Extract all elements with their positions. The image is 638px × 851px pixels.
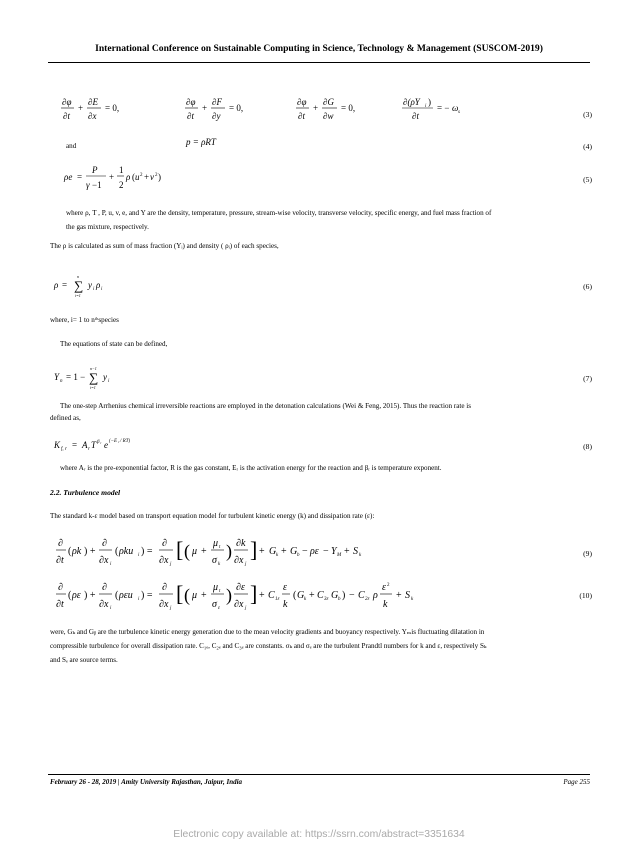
svg-text:+: + xyxy=(201,546,207,557)
svg-text:ε: ε xyxy=(283,582,287,593)
svg-text:i: i xyxy=(138,597,140,602)
svg-text:i: i xyxy=(138,553,140,558)
svg-text:ρ: ρ xyxy=(96,280,101,290)
svg-text:j: j xyxy=(170,606,172,611)
svg-text:∂: ∂ xyxy=(162,582,167,593)
svg-text:i=1: i=1 xyxy=(75,293,81,298)
svg-text:C: C xyxy=(317,590,324,601)
svg-text:(: ( xyxy=(184,541,190,561)
svg-text:(: ( xyxy=(184,585,190,605)
svg-text:∂G: ∂G xyxy=(323,97,334,107)
svg-text:∂t: ∂t xyxy=(56,599,64,610)
svg-text:S: S xyxy=(405,590,410,601)
svg-text:r: r xyxy=(100,441,102,445)
svg-text:ρku: ρku xyxy=(119,546,134,557)
svg-text:ε: ε xyxy=(382,582,386,593)
svg-text:r: r xyxy=(88,447,90,452)
svg-text:= 0,: = 0, xyxy=(229,103,244,113)
svg-text:Y: Y xyxy=(54,372,60,382)
arrhenius-text-cont: defined as, xyxy=(50,414,81,422)
svg-text:ρ: ρ xyxy=(373,590,378,601)
turbulence-terms-description-end: and Sₑ are source terms. xyxy=(50,656,118,664)
svg-text:/ RT): / RT) xyxy=(120,439,131,444)
svg-text:[: [ xyxy=(176,581,184,606)
svg-text:∂t: ∂t xyxy=(63,111,70,121)
header-rule xyxy=(48,62,590,63)
svg-text:i: i xyxy=(110,606,112,611)
svg-text:t: t xyxy=(219,589,221,594)
svg-text:S: S xyxy=(353,546,358,557)
svg-text:(: ( xyxy=(115,590,119,601)
svg-text:): ) xyxy=(158,172,161,182)
svg-text:(: ( xyxy=(115,546,119,557)
svg-text:ρεu: ρεu xyxy=(119,590,133,601)
svg-text:∂φ: ∂φ xyxy=(62,97,72,107)
svg-text:∂t: ∂t xyxy=(298,111,305,121)
svg-text:n−1: n−1 xyxy=(90,366,97,371)
svg-text:K: K xyxy=(54,440,61,450)
svg-text:2: 2 xyxy=(155,173,158,178)
svg-text:b: b xyxy=(338,597,341,602)
k-epsilon-intro: The standard k-ε model based on transport equation model for turbulent kinetic energy (k) and dissipation rate (ε): xyxy=(50,512,375,520)
svg-text:G: G xyxy=(269,546,277,557)
footer-rule xyxy=(48,774,590,775)
svg-text:∂φ: ∂φ xyxy=(186,97,196,107)
svg-text:C: C xyxy=(268,590,275,601)
svg-text:∂(ρY: ∂(ρY xyxy=(403,97,420,107)
svg-text:(: ( xyxy=(132,172,135,182)
svg-text:∂: ∂ xyxy=(162,538,167,549)
svg-text:∂: ∂ xyxy=(102,538,107,549)
svg-text:t: t xyxy=(219,545,221,550)
equation-9 xyxy=(54,532,394,572)
svg-text:r: r xyxy=(118,440,120,444)
svg-text:k: k xyxy=(359,553,362,558)
svg-text:k: k xyxy=(304,597,307,602)
svg-text:ρk: ρk xyxy=(72,546,82,557)
svg-text:i: i xyxy=(108,379,110,384)
svg-text:s: s xyxy=(458,110,460,115)
svg-text:3ε: 3ε xyxy=(324,597,329,602)
svg-text:v: v xyxy=(150,172,154,182)
svg-text:2: 2 xyxy=(119,180,124,190)
svg-text:∂: ∂ xyxy=(102,582,107,593)
equation-number-3: (3) xyxy=(583,110,592,119)
svg-text:∂x: ∂x xyxy=(234,599,244,610)
footer-conference-info: February 26 - 28, 2019 | Amity University Rajasthan, Jaipur, India xyxy=(50,778,243,786)
svg-text:∂x: ∂x xyxy=(99,555,109,566)
equation-5 xyxy=(62,162,172,194)
page-number: Page 255 xyxy=(563,778,590,786)
svg-text:) =: ) = xyxy=(141,590,153,601)
svg-text:+: + xyxy=(309,590,315,601)
svg-text:+: + xyxy=(201,590,207,601)
svg-text:k: k xyxy=(218,562,221,567)
svg-text:∂t: ∂t xyxy=(412,111,419,121)
svg-text:) +: ) + xyxy=(84,590,96,601)
svg-text:∂x: ∂x xyxy=(159,555,169,566)
svg-text:]: ] xyxy=(250,581,258,606)
equation-5-description-cont: the gas mixture, respectively. xyxy=(66,223,149,231)
svg-text:+: + xyxy=(281,546,287,557)
svg-text:b: b xyxy=(297,553,300,558)
arrhenius-text: The one-step Arrhenius chemical irreversible reactions are employed in the detonation calculations (Wei & Feng, 2015). Thus the reaction rate is xyxy=(60,402,471,410)
svg-text:∂t: ∂t xyxy=(56,555,64,566)
svg-text:G: G xyxy=(297,590,305,601)
svg-text:u: u xyxy=(135,172,140,182)
svg-text:2: 2 xyxy=(387,583,390,588)
svg-text:=: = xyxy=(62,280,68,290)
svg-text:+: + xyxy=(109,172,115,182)
svg-text:k: k xyxy=(411,597,414,602)
svg-text:∂y: ∂y xyxy=(212,111,221,121)
svg-text:1ε: 1ε xyxy=(275,597,280,602)
svg-text:ρε: ρε xyxy=(310,546,319,557)
svg-text:∂t: ∂t xyxy=(187,111,194,121)
svg-text:∂φ: ∂φ xyxy=(297,97,307,107)
svg-text:[: [ xyxy=(176,537,184,562)
svg-text:−: − xyxy=(349,590,355,601)
svg-text:+: + xyxy=(78,103,84,113)
svg-text:ρ: ρ xyxy=(126,172,131,182)
svg-text:ε: ε xyxy=(218,606,220,611)
svg-text:ρ: ρ xyxy=(54,280,59,290)
svg-text:ρe: ρe xyxy=(64,172,73,182)
svg-text:C: C xyxy=(358,590,365,601)
svg-text:k: k xyxy=(276,553,279,558)
svg-text:G: G xyxy=(331,590,339,601)
page-footer xyxy=(50,778,590,786)
svg-text:i: i xyxy=(93,287,95,292)
svg-text:+: + xyxy=(144,172,150,182)
svg-text:ρε: ρε xyxy=(72,590,81,601)
equation-number-9: (9) xyxy=(583,549,592,558)
svg-text:]: ] xyxy=(250,537,258,562)
svg-text:f, r: f, r xyxy=(61,447,67,452)
svg-text:=: = xyxy=(77,172,83,182)
ssrn-watermark: Electronic copy available at: https://ssrn.com/abstract=3351634 xyxy=(173,829,465,840)
svg-text:∂w: ∂w xyxy=(323,111,334,121)
equation-8-description: where Aᵣ is the pre-exponential factor, R is the gas constant, Eᵣ is the activation energy for the reaction and βᵣ is temperature exponent. xyxy=(60,464,442,472)
svg-text:+: + xyxy=(396,590,402,601)
svg-text:y: y xyxy=(103,372,107,382)
equation-3 xyxy=(60,94,530,126)
equation-number-7: (7) xyxy=(583,374,592,383)
svg-text:) +: ) + xyxy=(84,546,96,557)
svg-text:i: i xyxy=(425,104,427,109)
equation-10 xyxy=(54,576,434,616)
svg-text:T: T xyxy=(91,440,97,450)
svg-text:+: + xyxy=(313,103,319,113)
equation-4-lead: and xyxy=(66,142,77,150)
svg-text:(: ( xyxy=(293,590,297,601)
rho-calculation-text: The ρ is calculated as sum of mass fraction (Yᵢ) and density ( ρᵢ) of each species, xyxy=(50,242,279,250)
svg-text:+: + xyxy=(259,590,265,601)
svg-text:2: 2 xyxy=(140,173,143,178)
svg-text:μ: μ xyxy=(213,582,219,593)
svg-text:): ) xyxy=(226,541,232,561)
svg-text:): ) xyxy=(428,97,431,107)
svg-text:−: − xyxy=(302,546,308,557)
svg-text:= −: = − xyxy=(437,103,450,113)
svg-text:y: y xyxy=(88,280,92,290)
svg-text:∂x: ∂x xyxy=(88,111,97,121)
svg-text:γ: γ xyxy=(86,180,90,190)
svg-text:i: i xyxy=(110,562,112,567)
svg-text:μ: μ xyxy=(213,538,219,549)
svg-text:∂E: ∂E xyxy=(88,97,98,107)
svg-text:∑: ∑ xyxy=(74,278,84,293)
svg-text:μ: μ xyxy=(192,546,198,557)
svg-text:β: β xyxy=(97,440,100,445)
equation-8 xyxy=(52,430,162,458)
svg-text:(: ( xyxy=(68,546,72,557)
conference-header: International Conference on Sustainable Computing in Science, Technology & Management (SUSCOM-2019) xyxy=(95,43,543,54)
svg-text:i: i xyxy=(101,287,103,292)
equation-number-6: (6) xyxy=(583,282,592,291)
svg-text:+: + xyxy=(259,546,265,557)
svg-text:(−E: (−E xyxy=(109,439,118,444)
equation-number-5: (5) xyxy=(583,175,592,184)
svg-text:= 1 −: = 1 − xyxy=(66,372,86,382)
svg-text:σ: σ xyxy=(212,599,217,610)
svg-text:G: G xyxy=(290,546,298,557)
turbulence-terms-description: were, Gₖ and Gᵦ are the turbulence kinetic energy generation due to the mean velocity gradients and buoyancy respectively. Yₘis fluctuating dilatation in xyxy=(50,628,485,636)
svg-text:1: 1 xyxy=(119,165,124,175)
svg-text:μ: μ xyxy=(192,590,198,601)
svg-text:∂x: ∂x xyxy=(234,555,244,566)
equation-5-description: where ρ, T , P, u, v, e, and Y are the density, temperature, pressure, stream-wise velocity, transverse velocity, specific energy, and fuel mass fraction of xyxy=(66,209,492,217)
svg-text:j: j xyxy=(245,606,247,611)
svg-text:): ) xyxy=(226,585,232,605)
svg-text:= 0,: = 0, xyxy=(105,103,120,113)
svg-text:−: − xyxy=(323,546,329,557)
svg-text:2ε: 2ε xyxy=(365,597,370,602)
equation-6 xyxy=(52,270,132,302)
svg-text:∂: ∂ xyxy=(58,538,63,549)
svg-text:Y: Y xyxy=(331,546,337,557)
svg-text:∂: ∂ xyxy=(58,582,63,593)
equation-7 xyxy=(52,362,132,394)
section-heading: 2.2. Turbulence model xyxy=(50,488,121,497)
species-range-text: where, i= 1 to nᵗʰspecies xyxy=(50,316,119,324)
svg-text:∂x: ∂x xyxy=(159,599,169,610)
svg-text:n: n xyxy=(77,274,79,279)
svg-text:+: + xyxy=(202,103,208,113)
equation-number-10: (10) xyxy=(579,591,592,600)
svg-text:) =: ) = xyxy=(141,546,153,557)
svg-text:+: + xyxy=(344,546,350,557)
svg-text:n: n xyxy=(60,379,63,384)
svg-text:∂ε: ∂ε xyxy=(236,582,245,593)
svg-text:i=1: i=1 xyxy=(90,385,96,390)
svg-text:∑: ∑ xyxy=(89,370,99,385)
svg-text:j: j xyxy=(245,562,247,567)
svg-text:j: j xyxy=(170,562,172,567)
svg-text:A: A xyxy=(82,440,88,450)
svg-text:P: P xyxy=(92,165,98,175)
equation-number-8: (8) xyxy=(583,442,592,451)
svg-text:ω: ω xyxy=(452,103,459,113)
svg-text:∂x: ∂x xyxy=(99,599,109,610)
svg-text:=: = xyxy=(72,440,78,450)
equation-number-4: (4) xyxy=(583,142,592,151)
turbulence-terms-description-cont: compressible turbulence for overall dissipation rate. C₁ₑ, C₂ₑ and C₃ₑ are constants. σₖ and σₑ are the turbulent Prandtl numbers for k and ε, respectively Sₖ xyxy=(50,642,487,650)
svg-text:M: M xyxy=(337,553,342,558)
svg-text:(: ( xyxy=(68,590,72,601)
svg-text:k: k xyxy=(383,599,388,610)
svg-text:): ) xyxy=(342,590,346,601)
equation-of-state-text: The equations of state can be defined, xyxy=(60,340,168,348)
svg-text:∂k: ∂k xyxy=(236,538,246,549)
svg-text:σ: σ xyxy=(212,555,217,566)
svg-text:e: e xyxy=(104,440,108,450)
svg-text:k: k xyxy=(283,599,288,610)
svg-text:∂F: ∂F xyxy=(212,97,222,107)
equation-4: p = ρRT xyxy=(186,137,216,147)
svg-text:= 0,: = 0, xyxy=(341,103,356,113)
svg-text:−1: −1 xyxy=(92,180,102,190)
